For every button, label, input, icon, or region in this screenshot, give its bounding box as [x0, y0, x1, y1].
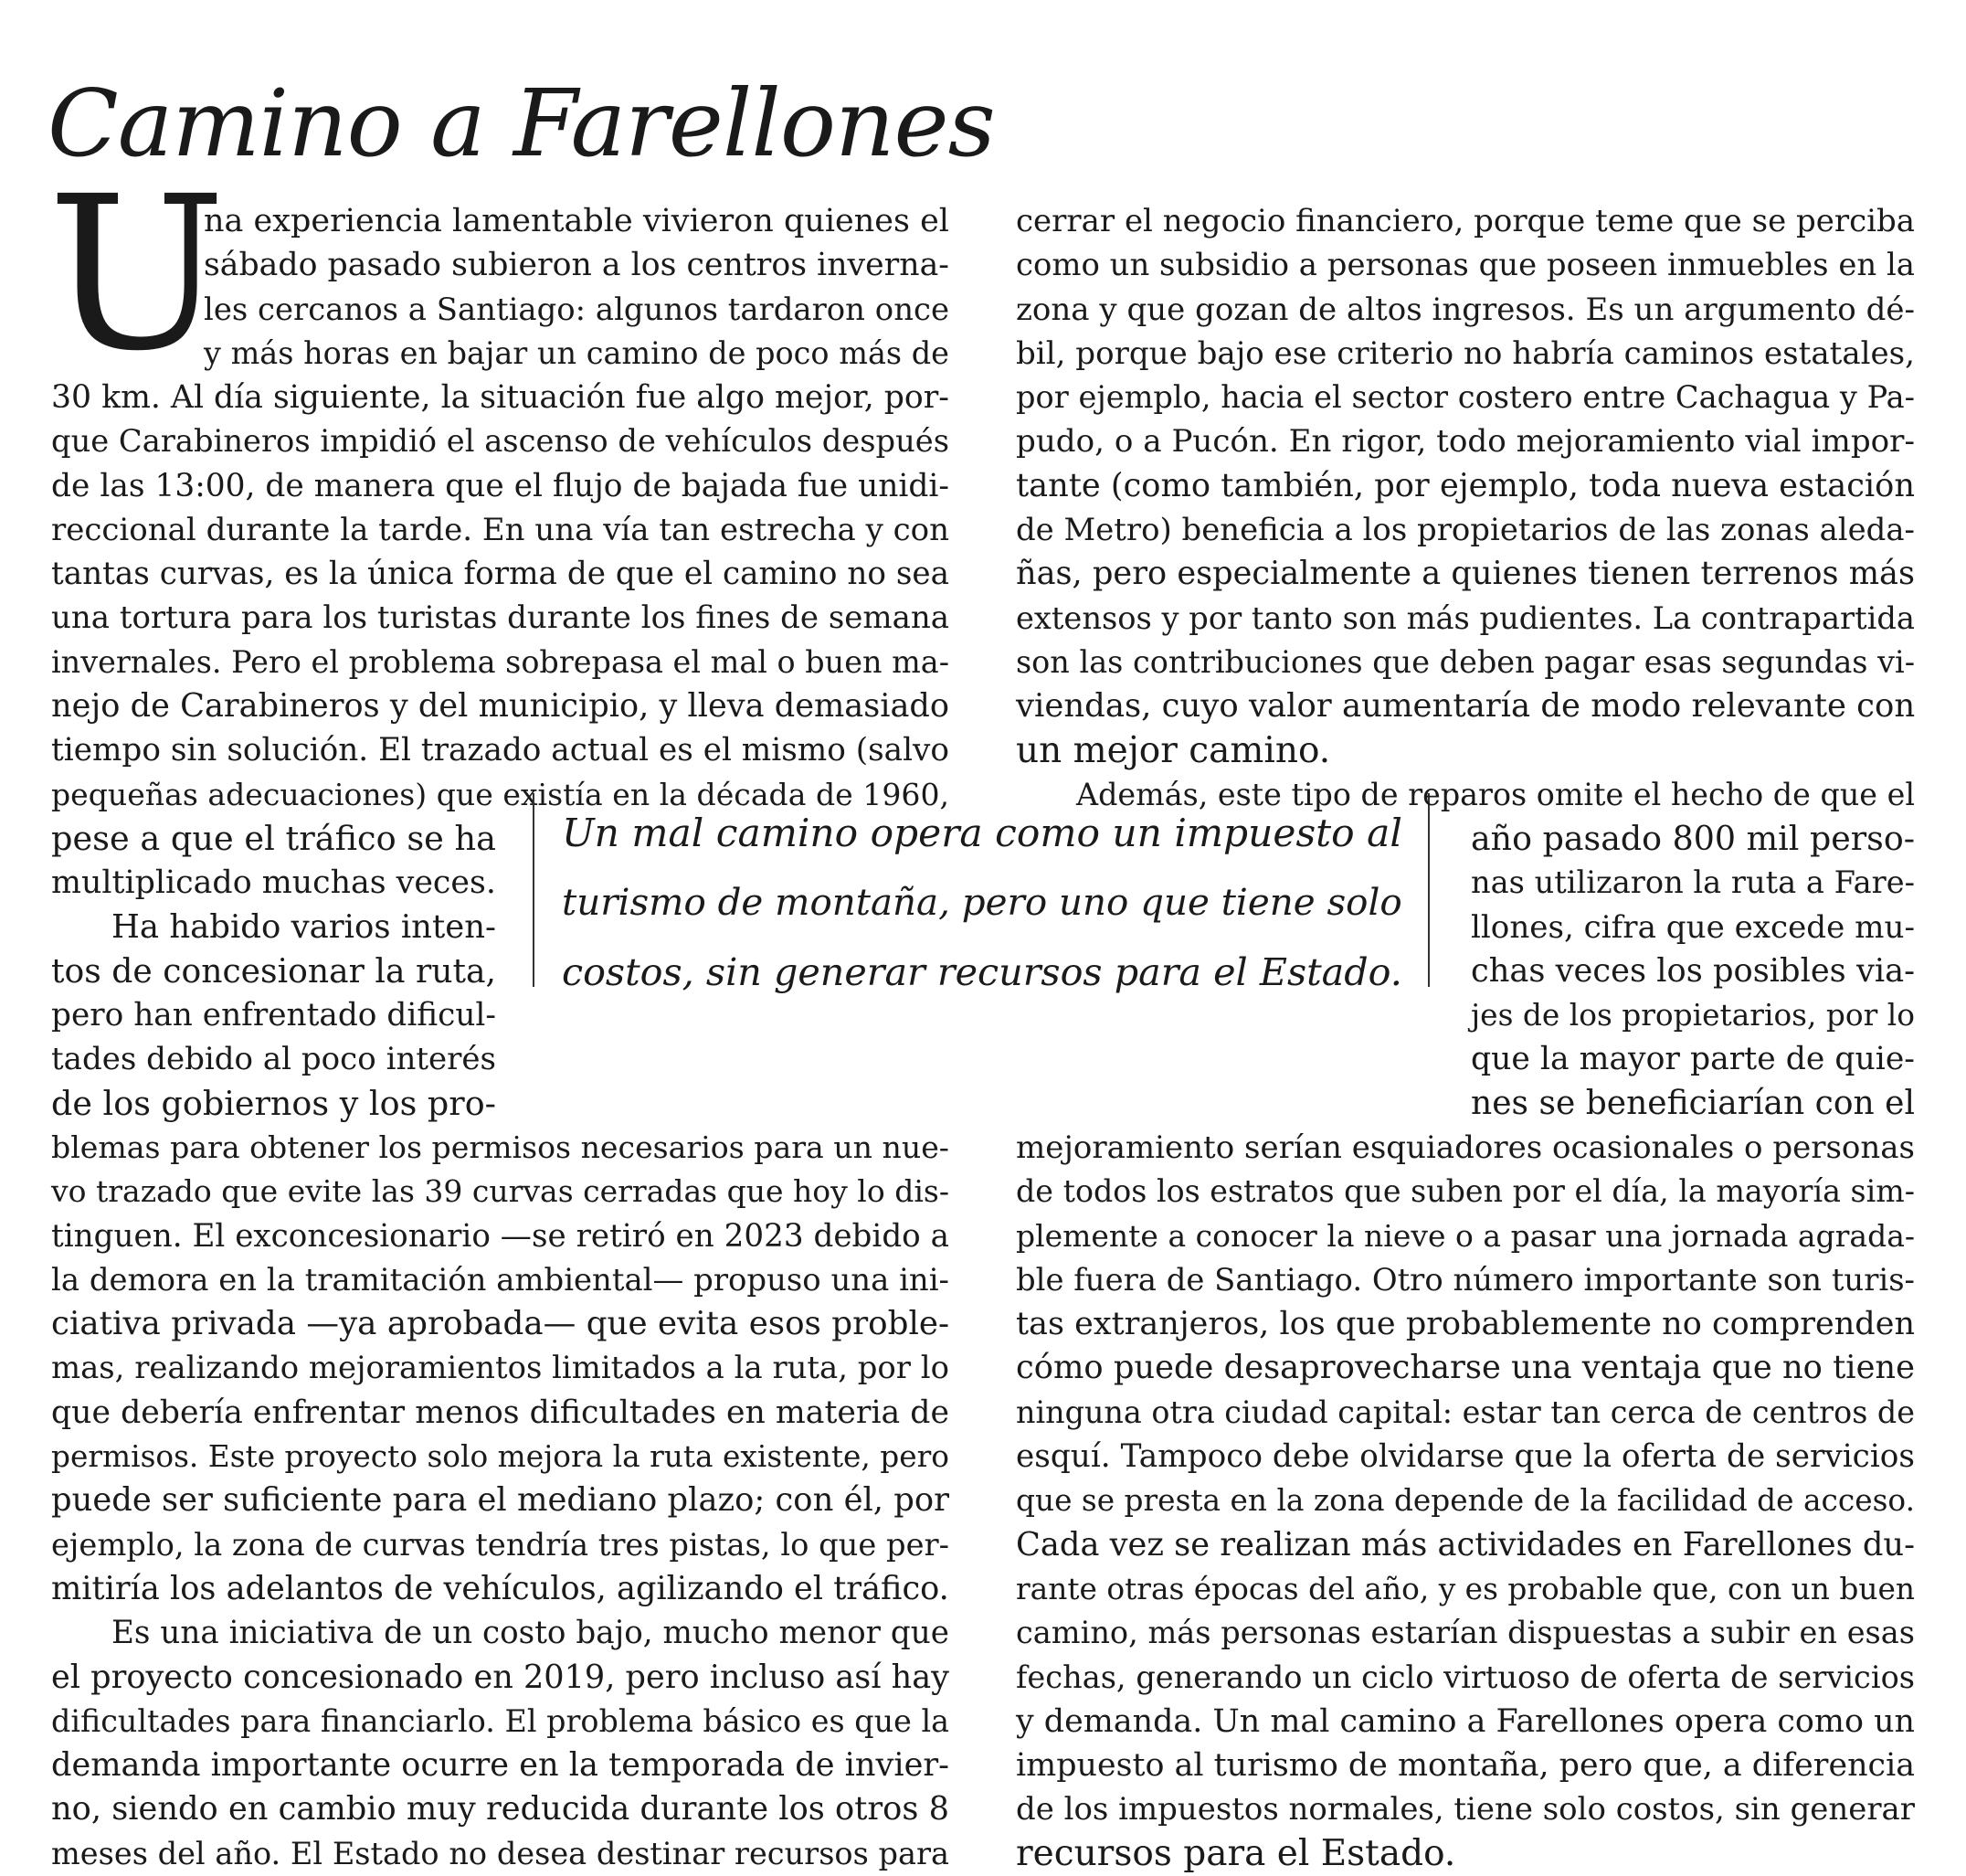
text-line: tantas curvas, es la única forma de que el camino no sea — [51, 556, 949, 593]
text-line: por ejemplo, hacia el sector costero entre Cachagua y Pa- — [1016, 379, 1915, 416]
text-line: ble fuera de Santiago. Otro número importante son turis- — [1016, 1261, 1915, 1298]
left-column-top — [204, 199, 949, 376]
text-line: de los impuestos normales, tiene solo costos, sin generar — [1016, 1791, 1915, 1828]
text-line: de las 13:00, de manera que el flujo de bajada fue unidi- — [51, 467, 949, 504]
text-line: jes de los propietarios, por lo — [1471, 998, 1915, 1033]
pull-quote — [533, 793, 1430, 994]
text-line: na experiencia lamentable vivieron quienes el — [204, 203, 949, 239]
right-column-bottom — [1016, 1126, 1915, 1876]
text-line: un mejor camino. — [1016, 729, 1331, 771]
right-column-top — [1016, 199, 1915, 817]
text-line: tas extranjeros, los que probablemente no comprenden — [1016, 1305, 1915, 1343]
pull-quote-line: costos, sin generar recursos para el Estado. — [562, 950, 1402, 994]
text-line: fechas, generando un ciclo virtuoso de oferta de servicios — [1016, 1659, 1915, 1695]
text-line: no, siendo en cambio muy reducida durante los otros 8 — [51, 1790, 949, 1828]
text-line: que Carabineros impidió el ascenso de vehículos después — [51, 423, 949, 460]
drop-cap: U — [48, 151, 227, 397]
text-line: de todos los estratos que suben por el día, la mayoría sim- — [1016, 1173, 1915, 1210]
text-line: que debería enfrentar menos dificultades en materia de — [51, 1394, 949, 1431]
text-line: como un subsidio a personas que poseen inmuebles en la — [1016, 247, 1915, 283]
text-line: zona y que gozan de altos ingresos. Es un argumento dé- — [1016, 291, 1915, 328]
text-line: de los gobiernos y los pro- — [51, 1083, 496, 1123]
left-column-narrow — [51, 817, 496, 1126]
text-line: chas veces los posibles via- — [1471, 951, 1915, 990]
text-line: nas utilizaron la ruta a Fare- — [1471, 864, 1915, 901]
text-line: mejoramiento serían esquiadores ocasionales o personas — [1016, 1129, 1915, 1166]
text-line: pero han enfrentado dificul- — [51, 997, 496, 1034]
text-line: tante (como también, por ejemplo, toda nueva estación — [1016, 466, 1915, 504]
left-column-bottom — [51, 1126, 949, 1876]
text-line: sábado pasado subieron a los centros inverna- — [204, 247, 949, 284]
text-line: cerrar el negocio financiero, porque teme que se perciba — [1016, 203, 1915, 239]
pull-quote-line: turismo de montaña, pero uno que tiene solo — [562, 881, 1402, 924]
text-line: el proyecto concesionado en 2019, pero incluso así hay — [51, 1658, 949, 1696]
text-line: Además, este tipo de reparos omite el hecho de que el — [1076, 776, 1915, 812]
text-line: cómo puede desaprovecharse una ventaja que no tiene — [1016, 1349, 1915, 1387]
text-line: rante otras épocas del año, y es probable que, con un buen — [1016, 1571, 1915, 1606]
text-line: tiempo sin solución. El trazado actual es el mismo (salvo — [51, 732, 949, 769]
pull-quote-line: Un mal camino opera como un impuesto al — [562, 811, 1402, 855]
text-line: demanda importante ocurre en la temporada de invier- — [51, 1746, 949, 1785]
right-column-narrow — [1471, 817, 1915, 1126]
text-line: recursos para el Estado. — [1016, 1832, 1456, 1874]
text-line: ñas, pero especialmente a quienes tienen terrenos más — [1016, 555, 1915, 593]
text-line: les cercanos a Santiago: algunos tardaron once — [204, 291, 949, 327]
text-line: viendas, cuyo valor aumentaría de modo relevante con — [1016, 687, 1916, 726]
text-line: nejo de Carabineros y del municipio, y lleva demasiado — [51, 687, 949, 726]
text-line: plemente a conocer la nieve o a pasar una jornada agrada- — [1016, 1217, 1915, 1254]
text-line: esquí. Tampoco debe olvidarse que la oferta de servicios — [1016, 1438, 1915, 1476]
text-line: permisos. Este proyecto solo mejora la ruta existente, pero — [51, 1439, 949, 1475]
text-line: la demora en la tramitación ambiental— propuso una ini- — [51, 1261, 949, 1298]
text-line: ejemplo, la zona de curvas tendría tres pistas, lo que per- — [51, 1526, 949, 1563]
text-line: que la mayor parte de quie- — [1471, 1041, 1915, 1078]
text-line: extensos y por tanto son más pudientes. La contrapartida — [1016, 599, 1915, 636]
text-line: invernales. Pero el problema sobrepasa el mal o buen ma- — [51, 643, 949, 680]
text-line: meses del año. El Estado no desea destinar recursos para — [51, 1835, 949, 1871]
text-line: camino, más personas estarían dispuestas a subir en esas — [1016, 1615, 1915, 1651]
text-line: 30 km. Al día siguiente, la situación fue algo mejor, por- — [51, 379, 949, 416]
text-line: ciativa privada —ya aprobada— que evita esos proble- — [51, 1305, 949, 1343]
text-line: mitiría los adelantos de vehículos, agilizando el tráfico. — [51, 1569, 949, 1607]
text-line: pudo, o a Pucón. En rigor, todo mejoramiento vial impor- — [1016, 423, 1915, 461]
text-line: blemas para obtener los permisos necesarios para un nue- — [51, 1129, 949, 1165]
text-line: mas, realizando mejoramientos limitados a la ruta, por lo — [51, 1350, 949, 1386]
text-line: tinguen. El exconcesionario —se retiró en 2023 debido a — [51, 1217, 949, 1255]
article-title: Camino a Farellones — [48, 69, 995, 177]
text-line: que se presta en la zona depende de la facilidad de acceso. — [1016, 1483, 1915, 1519]
text-line: año pasado 800 mil perso- — [1471, 819, 1915, 858]
text-line: son las contribuciones que deben pagar esas segundas vi- — [1016, 643, 1915, 680]
text-line: y demanda. Un mal camino a Farellones opera como un — [1016, 1702, 1915, 1740]
text-line: de Metro) beneficia a los propietarios de las zonas aleda- — [1016, 512, 1915, 548]
text-line: dificultades para financiarlo. El problema básico es que la — [51, 1702, 949, 1739]
text-line: y más horas en bajar un camino de poco más de — [204, 334, 949, 371]
text-line: tades debido al poco interés — [51, 1041, 496, 1078]
text-line: puede ser suficiente para el mediano plazo; con él, por — [51, 1481, 949, 1520]
text-line: vo trazado que evite las 39 curvas cerradas que hoy lo dis- — [51, 1173, 949, 1210]
text-line: pese a que el tráfico se ha — [51, 819, 496, 858]
text-line: multiplicado muchas veces. — [51, 864, 496, 902]
text-line: pequeñas adecuaciones) que existía en la década de 1960, — [51, 776, 949, 812]
text-line: impuesto al turismo de montaña, pero que, a diferencia — [1016, 1747, 1915, 1785]
text-line: nes se beneficiarían con el — [1471, 1084, 1915, 1122]
text-line: Cada vez se realizan más actividades en Farellones du- — [1016, 1525, 1915, 1563]
text-line: bil, porque bajo ese criterio no habría caminos estatales, — [1016, 334, 1915, 372]
text-line: reccional durante la tarde. En una vía tan estrecha y con — [51, 511, 949, 548]
text-line: Es una iniciativa de un costo bajo, mucho menor que — [111, 1615, 949, 1652]
text-line: Ha habido varios inten- — [111, 907, 496, 946]
text-line: llones, cifra que excede mu- — [1471, 908, 1915, 946]
text-line: ninguna otra ciudad capital: estar tan cerca de centros de — [1016, 1394, 1915, 1430]
text-line: tos de concesionar la ruta, — [51, 950, 496, 991]
text-line: una tortura para los turistas durante los fines de semana — [51, 599, 949, 637]
left-column-mid — [51, 376, 949, 817]
